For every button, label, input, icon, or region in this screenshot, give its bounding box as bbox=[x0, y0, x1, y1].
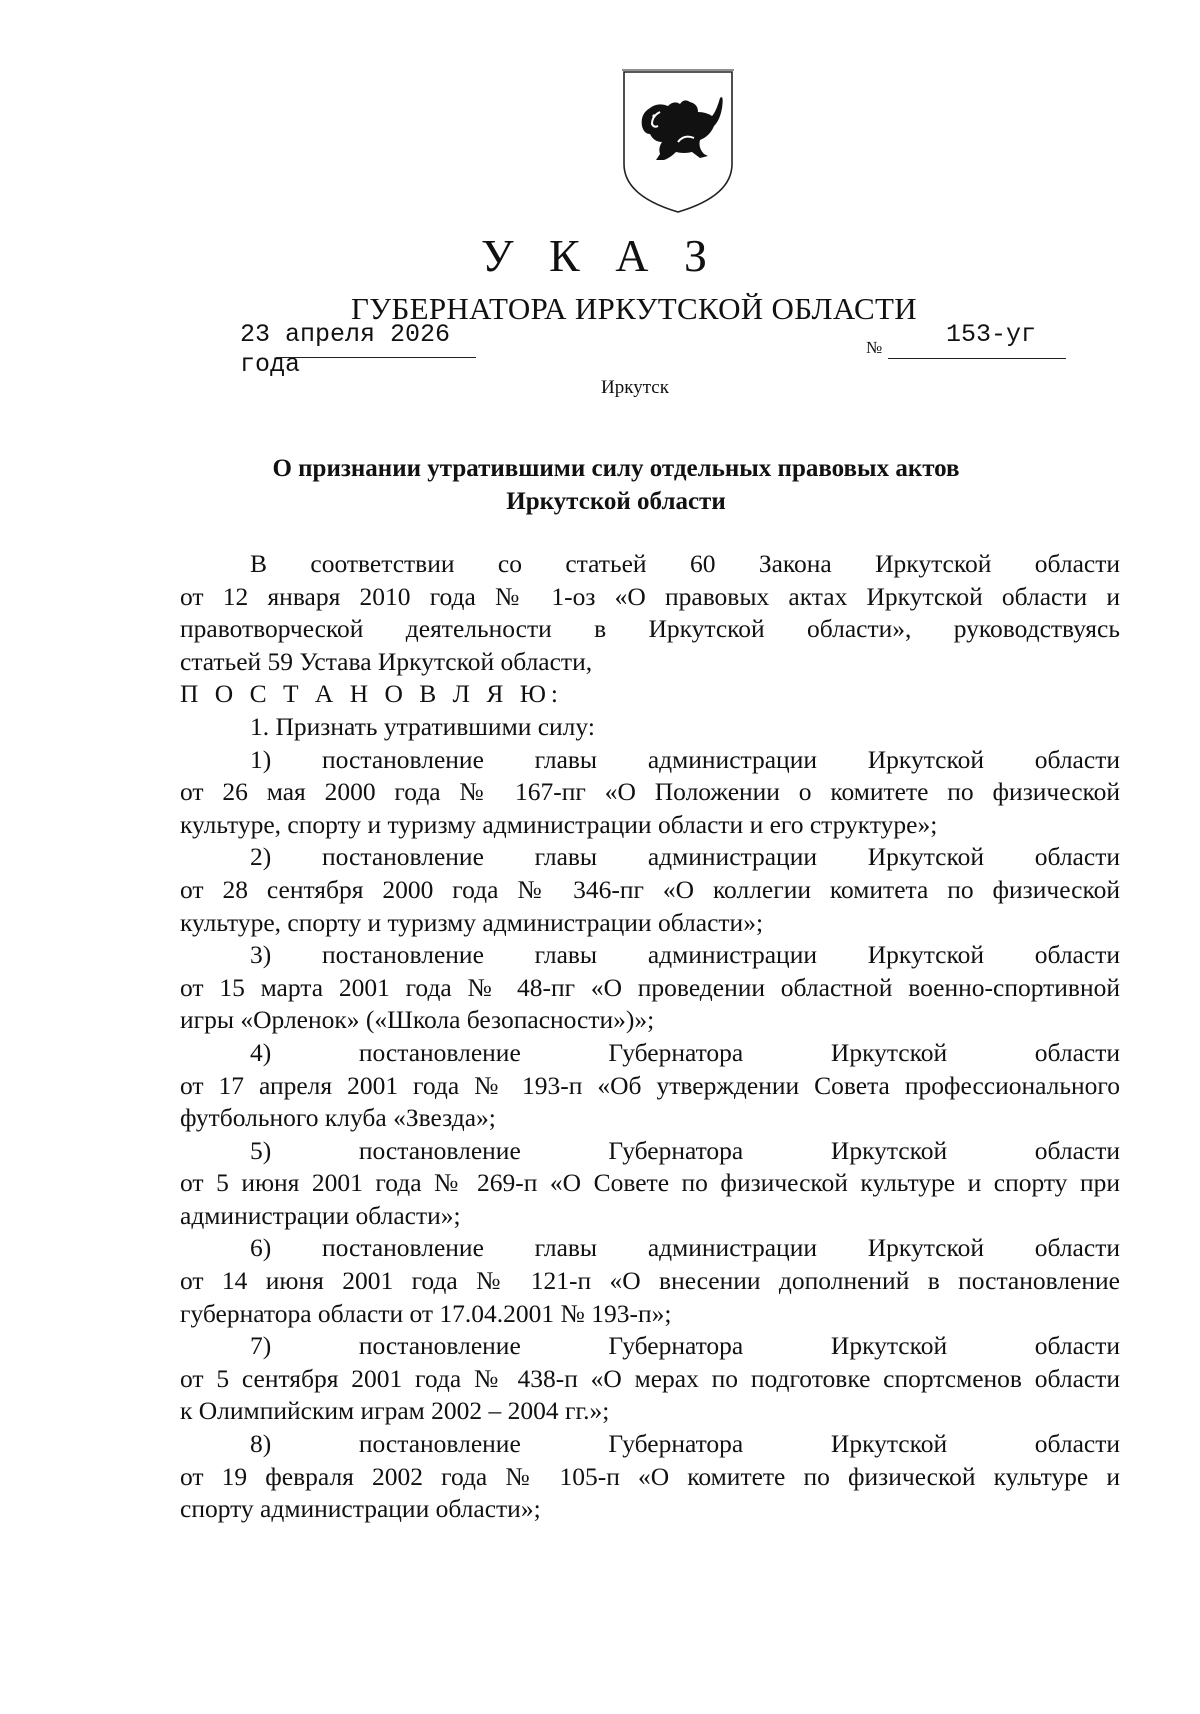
document-date: 23 апреля 2026 года bbox=[240, 320, 451, 379]
item-5-line-2: от 5 июня 2001 года № 269-п «О Совете по физической культуре и спорту при bbox=[180, 1168, 1120, 1198]
document-number: 153-уг bbox=[946, 320, 1037, 349]
item-7-line-3: к Олимпийским играм 2002 – 2004 гг.»; bbox=[180, 1396, 610, 1426]
item-1-line-2: от 26 мая 2000 года № 167-пг «О Положении о комитете по физической bbox=[180, 777, 1120, 807]
item-1-line-3: культуре, спорту и туризму администрации области и его структуре»; bbox=[180, 809, 938, 839]
item-6-line-2: от 14 июня 2001 года № 121-п «О внесении дополнений в постановление bbox=[180, 1266, 1120, 1296]
preamble-line-2: от 12 января 2010 года № 1-оз «О правовых актах Иркутской области и bbox=[180, 581, 1120, 611]
item-2-line-1: 2) постановление главы администрации Иркутской области bbox=[250, 842, 1120, 872]
city-label: Иркутск bbox=[601, 377, 669, 398]
document-title bbox=[0, 452, 1200, 518]
item-2-line-3: культуре, спорту и туризму администрации области»; bbox=[180, 907, 764, 937]
item-4-line-2: от 17 апреля 2001 года № 193-п «Об утверждении Совета профессионального bbox=[180, 1070, 1120, 1100]
date-underline bbox=[276, 357, 476, 358]
item-1-line-1: 1) постановление главы администрации Иркутской области bbox=[250, 744, 1120, 774]
coat-of-arms-emblem bbox=[618, 68, 738, 216]
item-7-line-1: 7) постановление Губернатора Иркутской области bbox=[250, 1331, 1120, 1361]
item-6-line-1: 6) постановление главы администрации Иркутской области bbox=[250, 1233, 1120, 1263]
number-underline bbox=[888, 358, 1066, 359]
title-line-2: Иркутской области bbox=[506, 488, 726, 515]
item-6-line-3: губернатора области от 17.04.2001 № 193-п»; bbox=[180, 1298, 672, 1328]
item-5-line-1: 5) постановление Губернатора Иркутской области bbox=[250, 1135, 1120, 1165]
item-4-line-1: 4) постановление Губернатора Иркутской области bbox=[250, 1037, 1120, 1067]
item-3-line-2: от 15 марта 2001 года № 48-пг «О проведении областной военно-спортивной bbox=[180, 972, 1120, 1002]
item-5-line-3: администрации области»; bbox=[180, 1200, 461, 1230]
number-sign: № bbox=[866, 338, 883, 357]
preamble-line-3: правотворческой деятельности в Иркутской области», руководствуясь bbox=[180, 614, 1120, 644]
document-type-heading: У К А З bbox=[480, 230, 719, 281]
babr-emblem-icon bbox=[618, 68, 738, 216]
issuer-heading: ГУБЕРНАТОРА ИРКУТСКОЙ ОБЛАСТИ bbox=[351, 291, 917, 326]
item-8-line-3: спорту администрации области»; bbox=[180, 1494, 541, 1524]
preamble-line-1: В соответствии со статьей 60 Закона Иркутской области bbox=[250, 549, 1120, 578]
item-7-line-2: от 5 сентября 2001 года № 438-п «О мерах по подготовке спортсменов области bbox=[180, 1363, 1120, 1393]
preamble-line-4: статьей 59 Устава Иркутской области, bbox=[180, 646, 593, 676]
title-line-1: О признании утратившими силу отдельных правовых актов bbox=[272, 455, 960, 482]
item-4-line-3: футбольного клуба «Звезда»; bbox=[180, 1103, 496, 1133]
item-8-line-2: от 19 февраля 2002 года № 105-п «О комитете по физической культуре и bbox=[180, 1461, 1120, 1491]
item-3-line-3: игры «Орленок» («Школа безопасности»)»; bbox=[180, 1005, 655, 1035]
item-2-line-2: от 28 сентября 2000 года № 346-пг «О коллегии комитета по физической bbox=[180, 874, 1120, 904]
item-8-line-1: 8) постановление Губернатора Иркутской области bbox=[250, 1429, 1120, 1459]
decree-word: П О С Т А Н О В Л Я Ю: bbox=[180, 679, 564, 709]
item-3-line-1: 3) постановление главы администрации Иркутской области bbox=[250, 940, 1120, 970]
document-body bbox=[180, 548, 1120, 1526]
point-1-heading: 1. Признать утратившими силу: bbox=[250, 711, 595, 741]
